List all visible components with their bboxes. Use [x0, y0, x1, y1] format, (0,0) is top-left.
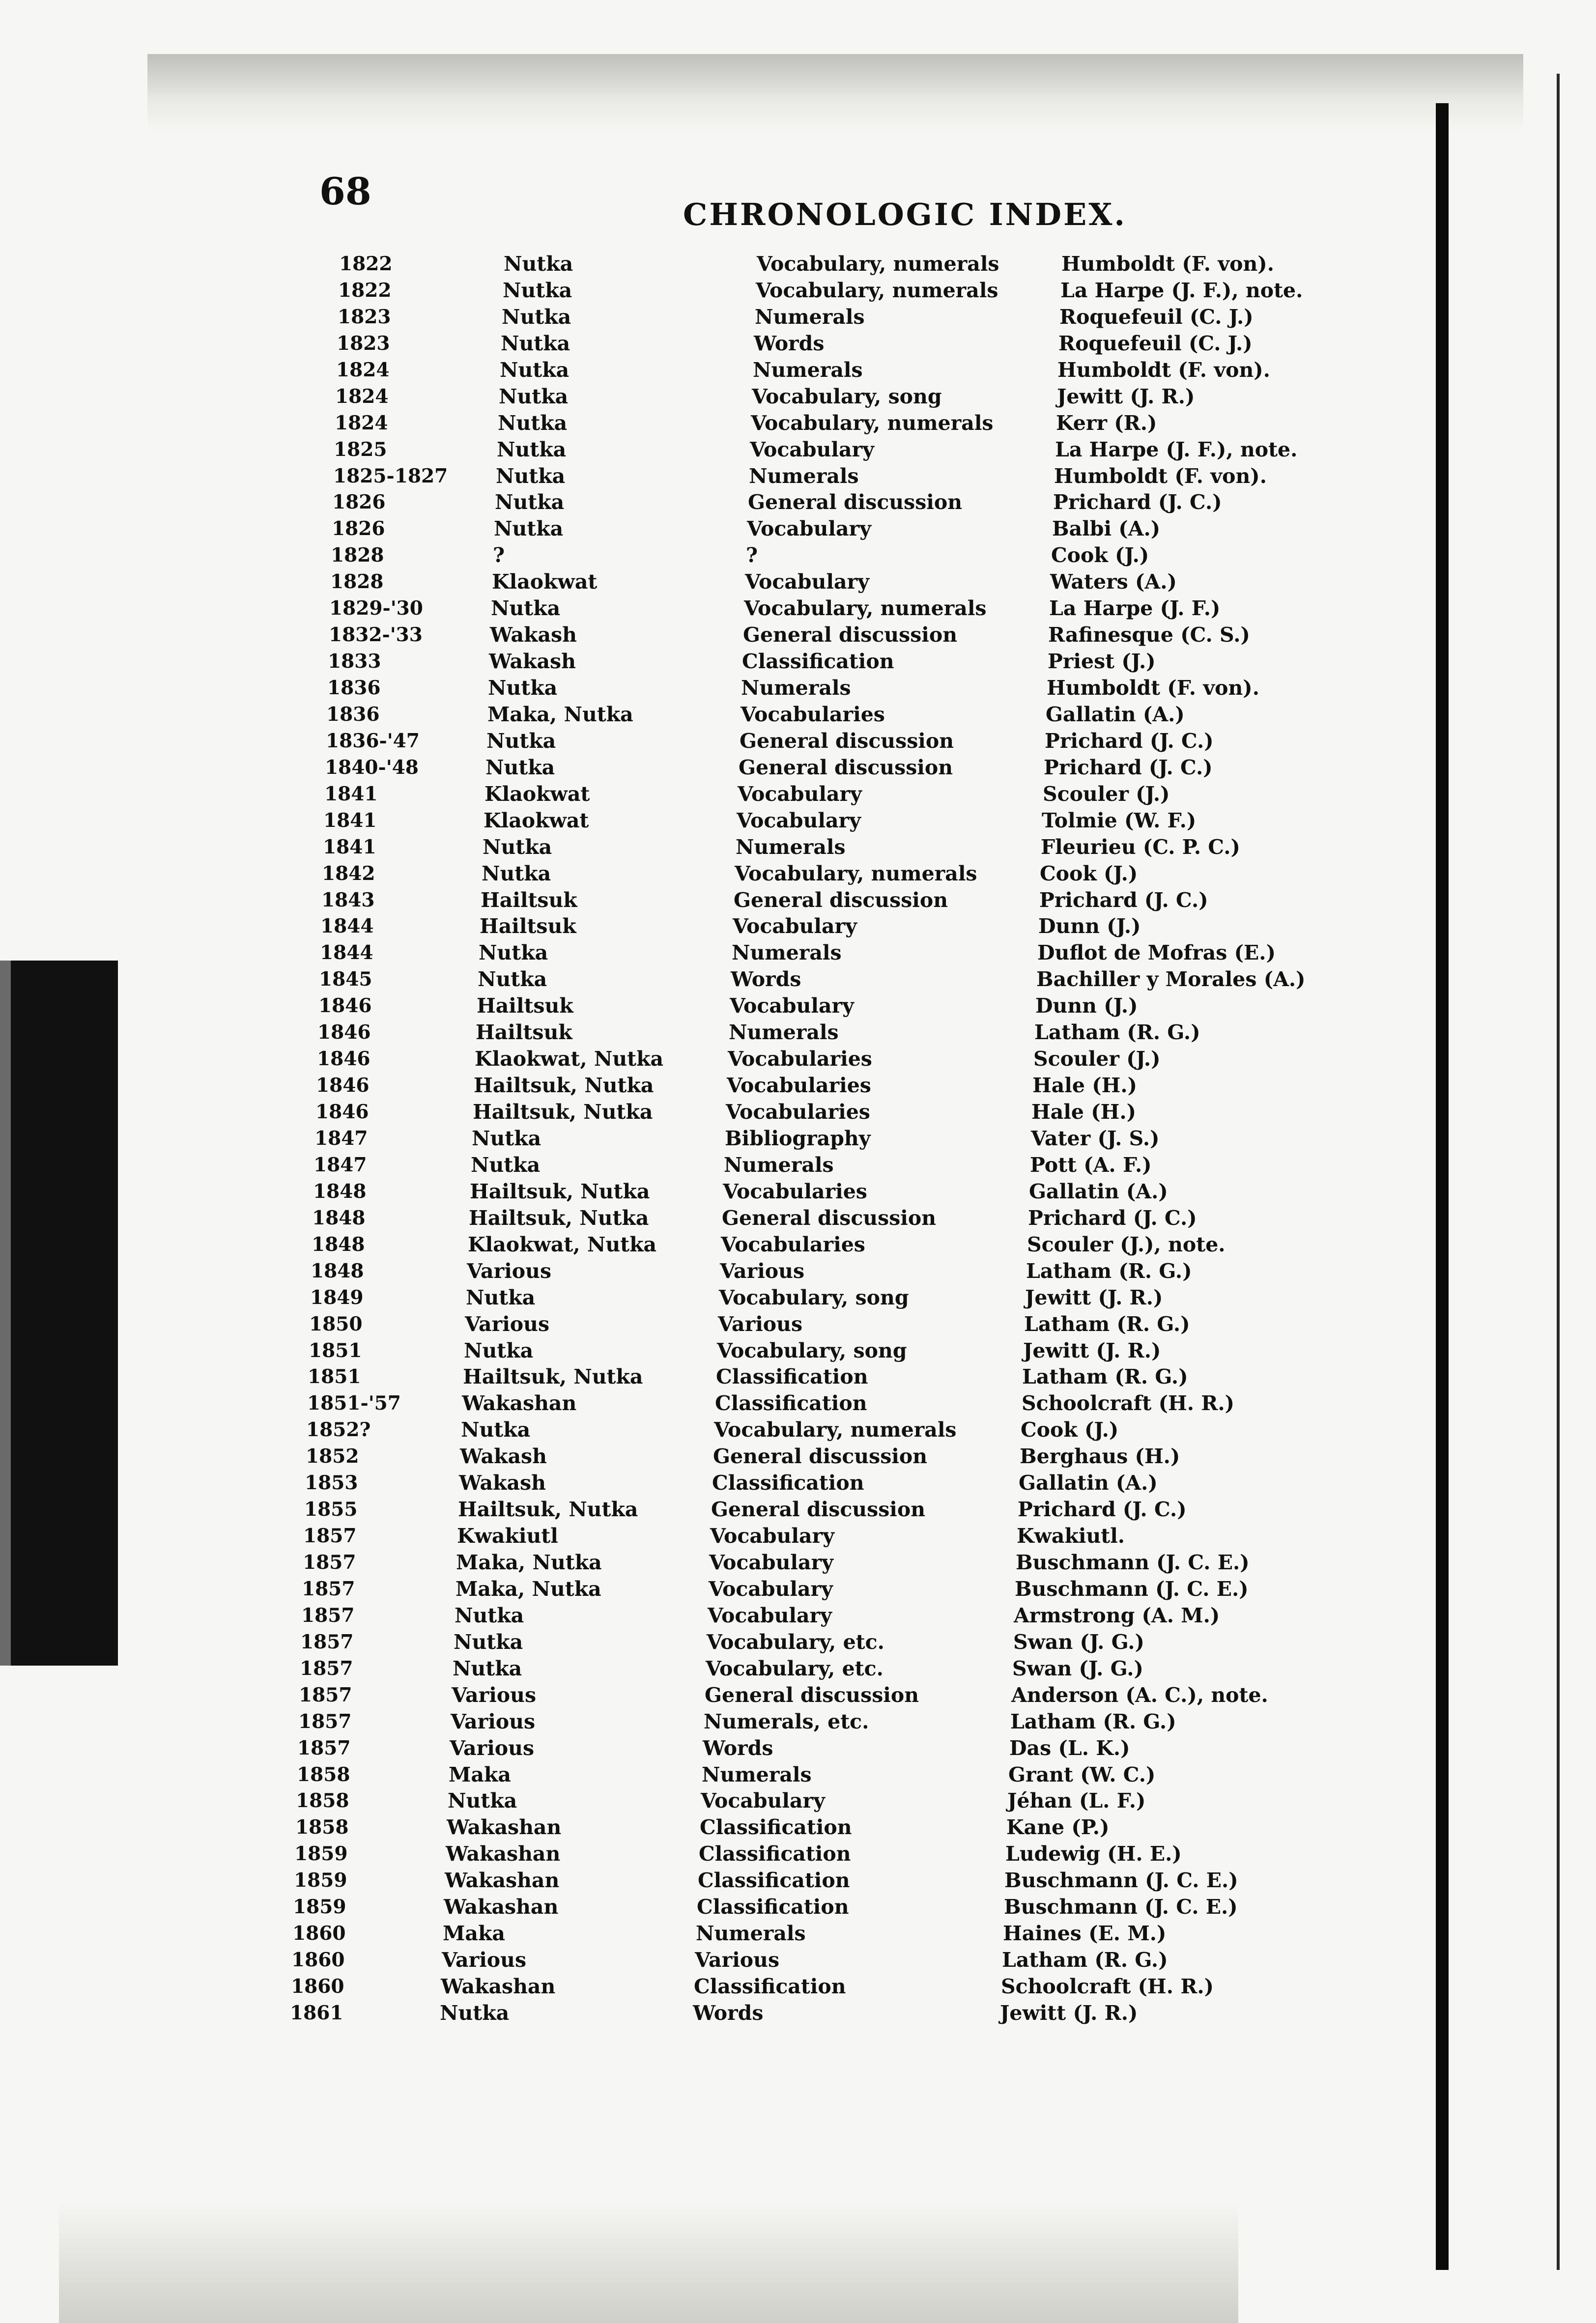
index-topic: Vocabulary: [709, 1577, 833, 1601]
index-subject: Nutka: [464, 1339, 534, 1362]
index-subject: Hailtsuk, Nutka: [473, 1100, 653, 1124]
index-author: Fleurieu (C. P. C.): [1041, 835, 1240, 859]
index-author: Dunn (J.): [1038, 914, 1141, 938]
index-topic: Vocabulary, song: [752, 385, 942, 408]
index-author: Gallatin (A.): [1029, 1180, 1168, 1203]
index-year: 1858: [297, 1763, 350, 1786]
index-year: 1842: [322, 862, 375, 885]
index-author: Jewitt (J. R.): [1023, 1339, 1161, 1362]
index-topic: Vocabularies: [723, 1180, 867, 1203]
index-subject: Hailtsuk: [480, 914, 576, 938]
index-topic: Vocabulary: [708, 1604, 832, 1627]
index-year: 1828: [330, 570, 384, 593]
index-year: 1823: [337, 332, 390, 355]
scan-top-shadow: [147, 54, 1523, 133]
index-topic: Classification: [694, 1975, 846, 1998]
index-subject: Nutka: [479, 941, 548, 964]
index-year: 1841: [323, 836, 376, 858]
index-author: Waters (A.): [1050, 570, 1177, 594]
index-topic: Numerals: [755, 305, 865, 329]
index-year: 1824: [335, 412, 388, 434]
index-author: Buschmann (J. C. E.): [1015, 1577, 1249, 1601]
index-subject: Nutka: [471, 1153, 541, 1177]
index-subject: Various: [451, 1710, 536, 1733]
index-author: La Harpe (J. F.), note.: [1055, 438, 1298, 461]
index-year: 1858: [295, 1816, 349, 1839]
index-topic: General discussion: [739, 756, 953, 779]
index-year: 1850: [309, 1313, 363, 1335]
index-subject: Wakash: [490, 623, 577, 647]
index-year: 1841: [323, 809, 377, 832]
index-author: Hale (H.): [1032, 1074, 1138, 1097]
index-subject: Wakashan: [445, 1869, 560, 1892]
scan-bottom-shadow: [59, 2201, 1238, 2323]
index-topic: Words: [754, 332, 825, 355]
index-year: 1857: [300, 1657, 353, 1680]
index-subject: Nutka: [448, 1789, 517, 1813]
index-author: Latham (R. G.): [1026, 1259, 1192, 1283]
index-topic: Vocabulary, numerals: [757, 252, 999, 276]
index-subject: ?: [493, 543, 505, 567]
index-author: Balbi (A.): [1052, 517, 1161, 540]
index-subject: Hailtsuk: [476, 1020, 572, 1044]
index-author: Kane (P.): [1006, 1815, 1110, 1839]
index-topic: Classification: [715, 1391, 867, 1415]
left-scan-bar-strip: [0, 961, 11, 1666]
index-subject: Nutka: [486, 729, 556, 753]
index-topic: Vocabulary, song: [717, 1339, 907, 1362]
index-author: Buschmann (J. C. E.): [1004, 1869, 1238, 1892]
index-subject: Nutka: [502, 305, 571, 329]
index-year: 1832-'33: [329, 623, 423, 646]
index-subject: Nutka: [499, 385, 569, 408]
index-author: Armstrong (A. M.): [1014, 1604, 1220, 1627]
index-topic: Numerals: [729, 1020, 839, 1044]
index-topic: Classification: [699, 1842, 851, 1866]
index-author: Latham (R. G.): [1022, 1365, 1188, 1388]
index-author: Berghaus (H.): [1020, 1445, 1180, 1468]
index-author: Jewitt (J. R.): [1025, 1286, 1163, 1309]
index-subject: Klaokwat: [492, 570, 598, 594]
index-author: Priest (J.): [1048, 650, 1156, 673]
index-year: 1861: [290, 2002, 343, 2024]
index-topic: Numerals: [696, 1922, 806, 1945]
index-author: Cook (J.): [1051, 543, 1149, 567]
index-topic: Vocabulary, etc.: [707, 1630, 884, 1654]
page-title: CHRONOLOGIC INDEX.: [683, 197, 1127, 232]
index-topic: General discussion: [705, 1683, 919, 1707]
index-year: 1829-'30: [329, 597, 423, 620]
index-topic: Classification: [698, 1869, 850, 1892]
index-author: Scouler (J.): [1043, 782, 1170, 806]
index-author: La Harpe (J. F.), note.: [1060, 279, 1303, 302]
index-subject: Hailtsuk, Nutka: [470, 1180, 650, 1203]
index-year: 1860: [292, 1922, 346, 1945]
index-topic: Vocabulary: [747, 517, 871, 540]
index-topic: General discussion: [743, 623, 958, 647]
index-topic: Vocabulary, etc.: [706, 1657, 884, 1680]
index-author: Schoolcraft (H. R.): [1001, 1975, 1214, 1998]
index-year: 1851: [308, 1365, 361, 1388]
index-subject: Nutka: [485, 756, 555, 779]
index-year: 1844: [320, 915, 374, 937]
index-subject: Nutka: [504, 252, 573, 276]
index-topic: Words: [693, 2001, 764, 2025]
index-subject: Wakash: [489, 650, 576, 673]
index-subject: Hailtsuk: [477, 994, 573, 1018]
index-subject: Nutka: [488, 676, 558, 700]
index-topic: General discussion: [748, 490, 963, 514]
index-subject: Nutka: [455, 1604, 524, 1627]
index-subject: Hailtsuk, Nutka: [458, 1498, 638, 1521]
index-year: 1836: [327, 677, 381, 699]
index-year: 1857: [300, 1631, 354, 1653]
index-subject: Nutka: [501, 332, 570, 355]
index-subject: Nutka: [483, 835, 552, 859]
index-author: Schoolcraft (H. R.): [1022, 1391, 1235, 1415]
index-author: Humboldt (F. von).: [1047, 676, 1259, 700]
index-subject: Nutka: [496, 464, 566, 488]
index-author: Prichard (J. C.): [1053, 490, 1222, 514]
index-subject: Kwakiutl: [457, 1524, 558, 1548]
index-year: 1851-'57: [307, 1392, 401, 1415]
index-year: 1860: [291, 1949, 345, 1971]
index-topic: General discussion: [722, 1206, 937, 1230]
index-subject: Various: [450, 1736, 535, 1760]
index-subject: Nutka: [482, 862, 551, 885]
index-topic: Vocabulary: [733, 914, 857, 938]
index-year: 1846: [318, 994, 372, 1017]
index-year: 1847: [314, 1127, 368, 1150]
index-topic: Vocabulary: [745, 570, 869, 594]
index-year: 1823: [338, 306, 391, 328]
index-year: 1845: [319, 968, 372, 991]
index-topic: Various: [718, 1312, 803, 1336]
index-topic: Vocabulary, numerals: [714, 1418, 957, 1442]
index-subject: Wakashan: [447, 1815, 562, 1839]
index-subject: Nutka: [491, 596, 561, 620]
index-author: Hale (H.): [1031, 1100, 1137, 1124]
index-subject: Nutka: [466, 1286, 536, 1309]
index-author: Haines (E. M.): [1003, 1922, 1167, 1945]
index-author: Prichard (J. C.): [1018, 1498, 1187, 1521]
index-author: Kwakiutl.: [1017, 1524, 1125, 1548]
index-author: Latham (R. G.): [1024, 1312, 1190, 1336]
index-topic: Words: [731, 967, 801, 991]
index-subject: Nutka: [472, 1127, 542, 1150]
index-subject: Nutka: [500, 358, 570, 382]
index-subject: Wakashan: [446, 1842, 561, 1866]
index-subject: Nutka: [497, 438, 567, 461]
index-subject: Wakash: [460, 1445, 547, 1468]
index-year: 1824: [336, 359, 390, 381]
index-subject: Nutka: [461, 1418, 531, 1442]
index-year: 1822: [339, 253, 393, 275]
index-year: 1849: [310, 1286, 364, 1309]
index-topic: Vocabulary, numerals: [751, 411, 994, 435]
index-topic: Vocabulary, numerals: [744, 596, 987, 620]
index-author: Kerr (R.): [1056, 411, 1157, 435]
index-subject: Klaokwat, Nutka: [468, 1233, 657, 1256]
index-author: Anderson (A. C.), note.: [1011, 1683, 1268, 1707]
index-author: Gallatin (A.): [1046, 703, 1185, 726]
index-year: 1852: [306, 1445, 359, 1468]
index-year: 1857: [298, 1710, 352, 1733]
index-topic: Vocabulary, numerals: [735, 862, 977, 885]
index-year: 1846: [317, 1021, 371, 1044]
index-author: Buschmann (J. C. E.): [1016, 1551, 1250, 1574]
index-year: 1843: [321, 889, 375, 911]
index-topic: Numerals: [732, 941, 842, 964]
index-year: 1857: [299, 1684, 352, 1706]
index-topic: Vocabularies: [741, 703, 885, 726]
index-subject: Maka: [449, 1763, 511, 1786]
index-subject: Hailtsuk, Nutka: [463, 1365, 643, 1388]
index-year: 1853: [305, 1472, 358, 1494]
index-year: 1848: [312, 1207, 366, 1229]
index-topic: Numerals, etc.: [704, 1710, 869, 1733]
index-year: 1836-'47: [326, 730, 420, 752]
index-year: 1846: [316, 1074, 370, 1097]
index-author: Cook (J.): [1021, 1418, 1119, 1442]
index-author: Vater (J. S.): [1031, 1127, 1160, 1150]
index-subject: Nutka: [478, 967, 547, 991]
index-year: 1846: [317, 1048, 370, 1070]
index-author: Scouler (J.), note.: [1027, 1233, 1226, 1256]
left-scan-bar: [0, 961, 118, 1666]
index-subject: Maka, Nutka: [456, 1577, 601, 1601]
index-subject: Klaokwat, Nutka: [475, 1047, 664, 1071]
index-year: 1828: [331, 544, 384, 567]
index-year: 1848: [312, 1233, 365, 1256]
index-author: Gallatin (A.): [1019, 1471, 1158, 1495]
index-topic: Various: [695, 1948, 780, 1972]
index-subject: Nutka: [454, 1630, 523, 1654]
index-year: 1851: [309, 1339, 362, 1362]
index-subject: Wakashan: [441, 1975, 556, 1998]
index-author: Jéhan (L. F.): [1007, 1789, 1146, 1813]
index-topic: Classification: [716, 1365, 868, 1388]
index-subject: Various: [442, 1948, 527, 1972]
index-subject: Maka, Nutka: [487, 703, 633, 726]
index-subject: Various: [452, 1683, 537, 1707]
index-topic: Classification: [700, 1815, 852, 1839]
index-author: Latham (R. G.): [1034, 1020, 1200, 1044]
index-subject: Klaokwat: [484, 809, 589, 832]
index-author: Tolmie (W. F.): [1042, 809, 1197, 832]
index-year: 1844: [320, 941, 373, 964]
index-author: Pott (A. F.): [1030, 1153, 1152, 1177]
page-right-rule: [1436, 103, 1449, 2270]
index-author: Prichard (J. C.): [1045, 729, 1214, 753]
index-year: 1857: [297, 1737, 351, 1759]
index-year: 1833: [328, 650, 381, 673]
index-year: 1836: [326, 703, 380, 726]
index-author: Prichard (J. C.): [1044, 756, 1213, 779]
index-author: Jewitt (J. R.): [1057, 385, 1195, 408]
index-subject: Hailtsuk, Nutka: [469, 1206, 649, 1230]
index-topic: Vocabularies: [728, 1047, 872, 1071]
index-year: 1859: [293, 1896, 346, 1918]
index-year: 1840-'48: [325, 756, 419, 779]
index-author: Scouler (J.): [1033, 1047, 1161, 1071]
index-year: 1822: [338, 279, 392, 302]
index-topic: Vocabulary, numerals: [756, 279, 998, 302]
page-right-edge: [1557, 74, 1560, 2270]
index-topic: Classification: [712, 1471, 864, 1495]
index-topic: Vocabulary: [701, 1789, 825, 1813]
index-topic: Classification: [742, 650, 894, 673]
index-author: Grant (W. C.): [1008, 1763, 1156, 1786]
index-author: Prichard (J. C.): [1028, 1206, 1197, 1230]
index-topic: General discussion: [734, 888, 948, 912]
index-subject: Various: [465, 1312, 550, 1336]
index-year: 1852?: [306, 1418, 371, 1441]
index-topic: Vocabularies: [727, 1074, 871, 1097]
index-author: Buschmann (J. C. E.): [1004, 1895, 1238, 1919]
index-year: 1825-1827: [333, 465, 448, 487]
index-topic: General discussion: [713, 1445, 928, 1468]
index-author: Das (L. K.): [1009, 1736, 1130, 1760]
index-year: 1855: [304, 1498, 358, 1521]
index-year: 1857: [303, 1551, 356, 1574]
index-year: 1858: [296, 1789, 349, 1812]
index-topic: Numerals: [736, 835, 846, 859]
index-year: 1848: [311, 1260, 364, 1282]
index-subject: Wakashan: [462, 1391, 577, 1415]
index-topic: Vocabulary: [750, 438, 874, 461]
index-subject: Nutka: [503, 279, 572, 302]
index-author: Latham (R. G.): [1010, 1710, 1176, 1733]
index-topic: Bibliography: [725, 1127, 871, 1150]
index-author: Dunn (J.): [1035, 994, 1138, 1018]
index-author: Jewitt (J. R.): [1000, 2001, 1138, 2025]
index-author: Humboldt (F. von).: [1057, 358, 1270, 382]
index-topic: Numerals: [702, 1763, 812, 1786]
index-year: 1846: [315, 1101, 369, 1123]
index-subject: Nutka: [440, 2001, 510, 2025]
index-year: 1860: [291, 1975, 344, 1998]
index-subject: Nutka: [498, 411, 568, 435]
page-number: 68: [319, 170, 371, 213]
index-author: Latham (R. G.): [1002, 1948, 1168, 1972]
index-topic: Numerals: [724, 1153, 834, 1177]
index-subject: Hailtsuk, Nutka: [474, 1074, 654, 1097]
index-author: Bachiller y Morales (A.): [1036, 967, 1306, 991]
index-topic: Vocabulary: [710, 1524, 834, 1548]
index-subject: Maka, Nutka: [456, 1551, 602, 1574]
index-topic: Vocabulary: [738, 782, 862, 806]
index-topic: Vocabulary: [737, 809, 861, 832]
index-author: Prichard (J. C.): [1039, 888, 1208, 912]
index-year: 1848: [313, 1180, 367, 1203]
index-year: 1859: [294, 1869, 347, 1892]
index-year: 1825: [334, 438, 387, 461]
index-author: La Harpe (J. F.): [1049, 596, 1221, 620]
index-author: Swan (J. G.): [1012, 1657, 1143, 1680]
index-author: Swan (J. G.): [1013, 1630, 1144, 1654]
index-year: 1826: [332, 517, 385, 540]
index-subject: Nutka: [495, 490, 565, 514]
index-topic: General discussion: [711, 1498, 926, 1521]
index-subject: Maka: [443, 1922, 505, 1945]
index-year: 1859: [294, 1842, 348, 1865]
index-topic: Vocabulary, song: [719, 1286, 909, 1309]
index-topic: Numerals: [749, 464, 859, 488]
index-year: 1824: [335, 385, 389, 408]
index-subject: Nutka: [494, 517, 564, 540]
index-subject: Wakash: [459, 1471, 546, 1495]
index-author: Rafinesque (C. S.): [1048, 623, 1250, 647]
index-author: Roquefeuil (C. J.): [1059, 305, 1254, 329]
index-author: Roquefeuil (C. J.): [1058, 332, 1253, 355]
index-year: 1857: [302, 1578, 355, 1600]
index-topic: Vocabularies: [721, 1233, 865, 1256]
index-topic: Numerals: [741, 676, 851, 700]
index-author: Duflot de Mofras (E.): [1037, 941, 1276, 964]
index-author: Cook (J.): [1040, 862, 1138, 885]
index-subject: Hailtsuk: [481, 888, 577, 912]
index-topic: Classification: [697, 1895, 849, 1919]
index-topic: General discussion: [740, 729, 954, 753]
index-topic: Various: [720, 1259, 805, 1283]
index-subject: Wakashan: [444, 1895, 559, 1919]
index-topic: Vocabularies: [726, 1100, 870, 1124]
index-year: 1826: [332, 491, 386, 513]
index-year: 1841: [324, 783, 378, 805]
index-year: 1857: [303, 1525, 357, 1547]
index-author: Humboldt (F. von).: [1061, 252, 1274, 276]
index-year: 1857: [301, 1604, 355, 1627]
index-year: 1847: [314, 1154, 367, 1176]
index-topic: ?: [746, 543, 758, 567]
index-topic: Vocabulary: [730, 994, 854, 1018]
index-subject: Nutka: [453, 1657, 522, 1680]
index-topic: Numerals: [753, 358, 863, 382]
index-topic: Words: [703, 1736, 773, 1760]
index-subject: Various: [467, 1259, 552, 1283]
index-subject: Klaokwat: [484, 782, 590, 806]
index-author: Humboldt (F. von).: [1054, 464, 1267, 488]
index-topic: Vocabulary: [709, 1551, 833, 1574]
index-author: Ludewig (H. E.): [1005, 1842, 1182, 1866]
